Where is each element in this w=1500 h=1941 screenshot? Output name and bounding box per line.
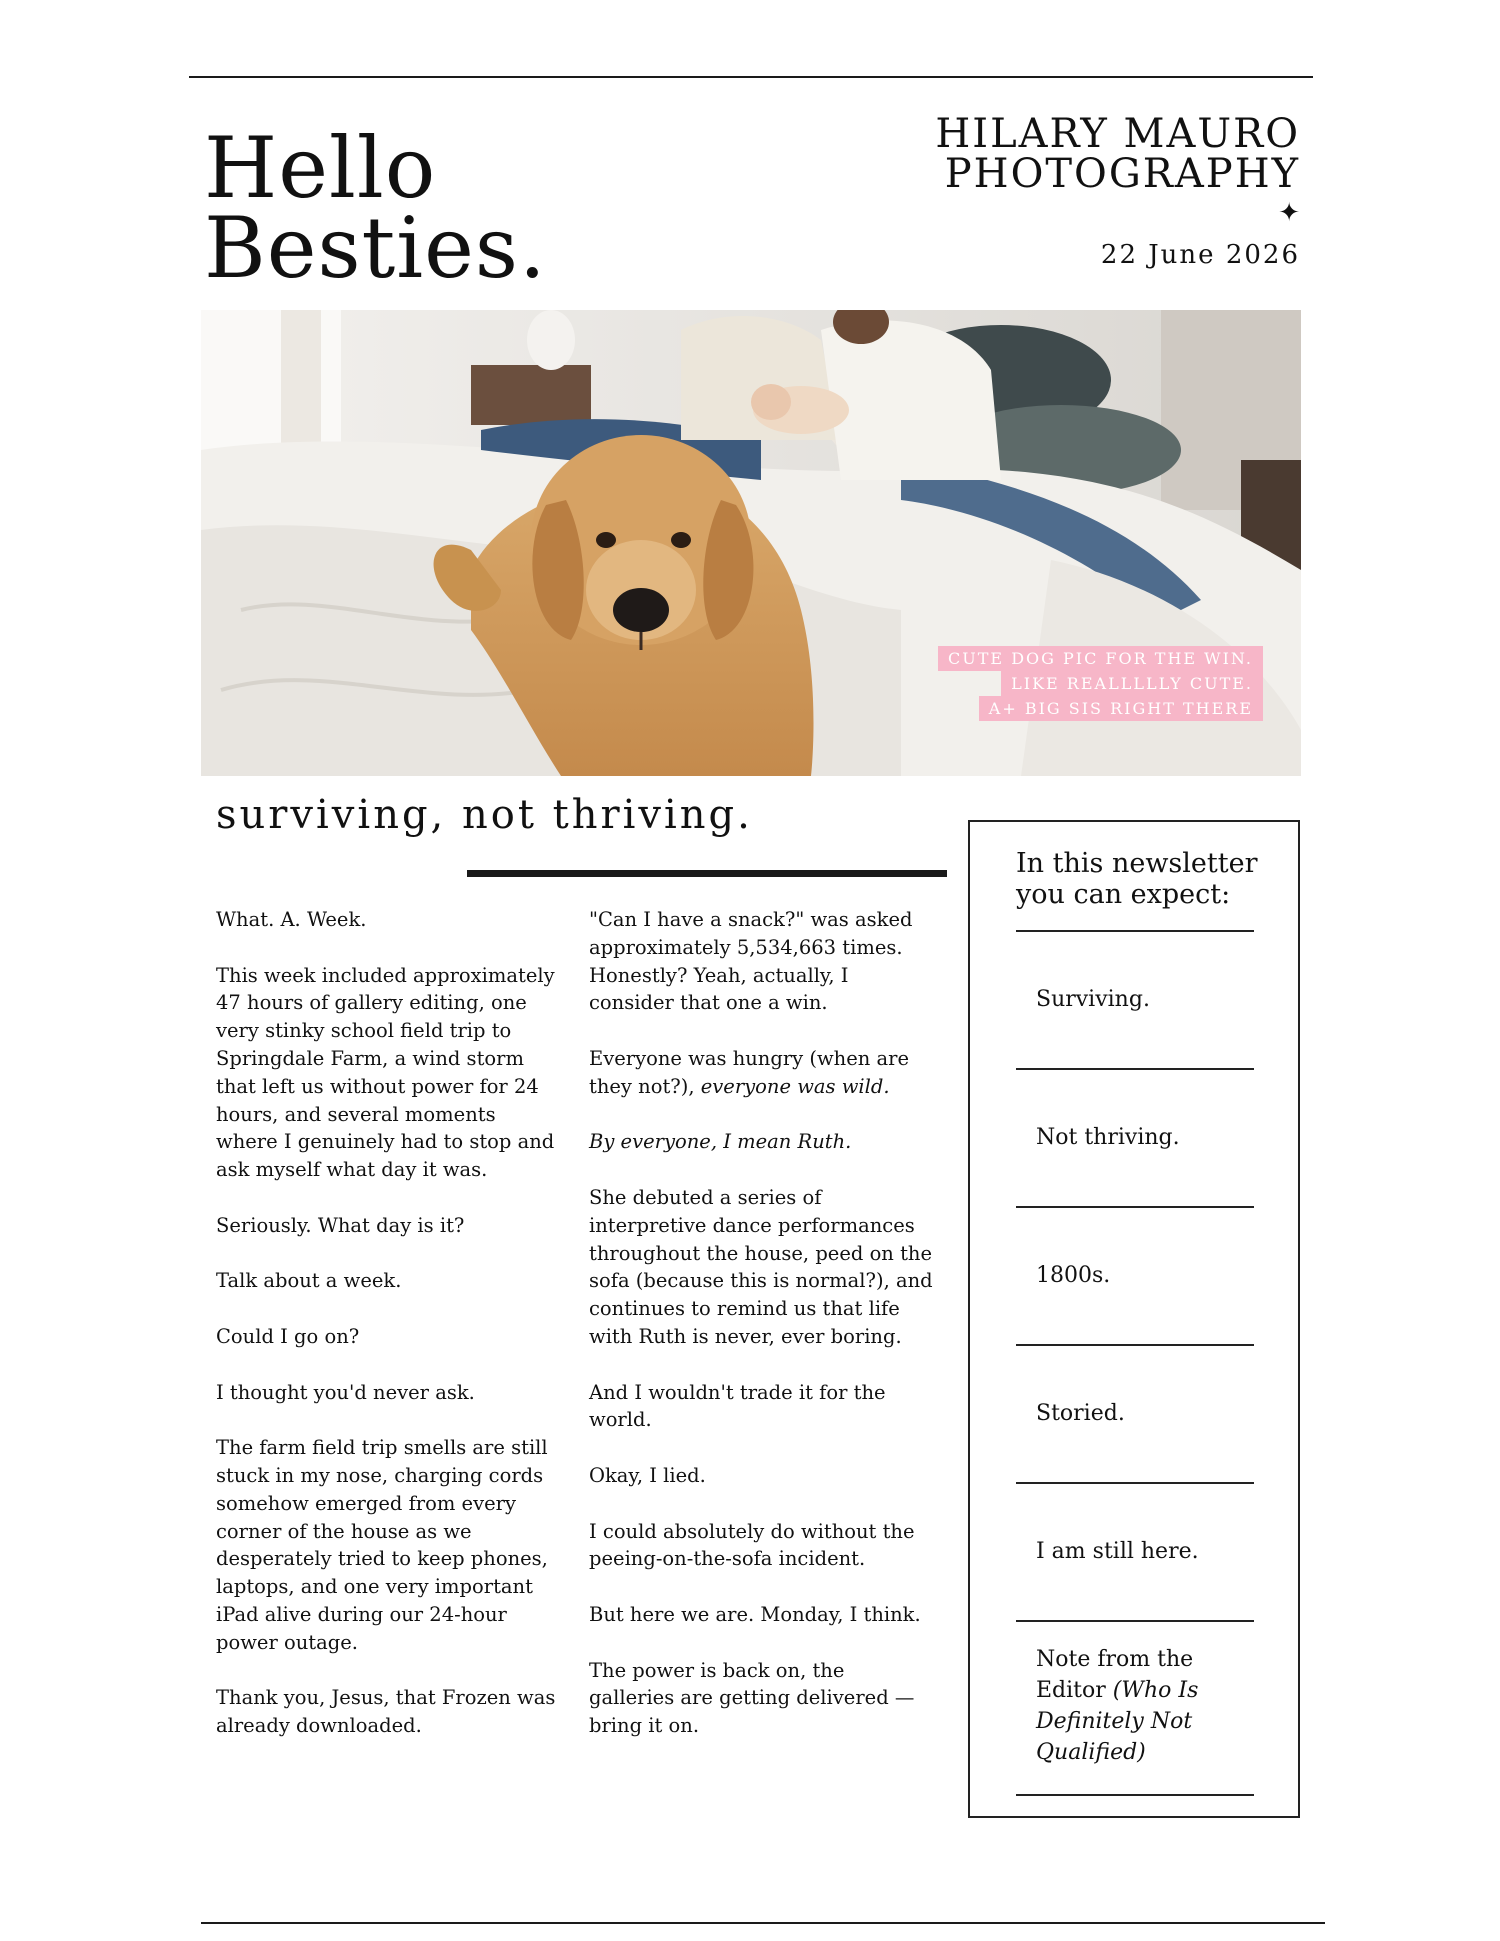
paragraph: And I wouldn't trade it for the world. [589,1380,886,1432]
caption-line-2: LIKE REALLLLLY CUTE. [1001,671,1263,696]
contents-divider [1016,1794,1254,1796]
contents-item: 1800s. [1036,1263,1111,1288]
paragraph [589,1128,934,1156]
brand-name [935,111,1300,197]
contents-divider [1016,930,1254,932]
paragraph: But here we are. Monday, I think. [589,1602,921,1626]
paragraph: Thank you, Jesus, that Frozen was already downloaded. [216,1686,556,1738]
bottom-rule [201,1922,1325,1924]
paragraph: This week included approximately 47 hours of gallery editing, one very stinky school field trip to Springdale Farm, a wind storm that left us without power for 24 hours, and several moments where I genuinely had to stop and ask myself what day it was. [216,963,555,1182]
article-headline: surviving, not thriving. [216,792,753,838]
greeting-line-1: Hello [204,119,437,217]
greeting-line-2: Besties. [204,199,547,297]
contents-divider [1016,1482,1254,1484]
contents-title-line-2: you can expect: [1016,879,1231,910]
editor-note-text: Note from the Editor [1036,1647,1194,1703]
paragraph: I thought you'd never ask. [216,1380,475,1404]
paragraph: Could I go on? [216,1324,360,1348]
paragraph-emphasis: By everyone, I mean Ruth. [589,1130,852,1154]
paragraph: Okay, I lied. [589,1463,706,1487]
caption-line-1: CUTE DOG PIC FOR THE WIN. [938,646,1263,671]
contents-divider [1016,1206,1254,1208]
contents-title [1016,848,1257,910]
contents-item-editor-note [1036,1644,1216,1768]
photo-caption [938,646,1263,721]
paragraph [589,1045,934,1101]
paragraph-emphasis: everyone was wild. [700,1074,890,1098]
contents-item: I am still here. [1036,1539,1199,1564]
newsletter-contents-box [968,820,1300,1818]
greeting-title [204,119,547,297]
four-point-star-icon: ✦ [1278,198,1300,228]
contents-divider [1016,1344,1254,1346]
article-column-2 [589,906,934,1768]
contents-item: Storied. [1036,1401,1125,1426]
paragraph: The power is back on, the galleries are getting delivered — bring it on. [589,1658,915,1738]
paragraph: Talk about a week. [216,1269,402,1293]
headline-underline [467,870,947,877]
editor-note-emphasis: (Who Is Definitely Not Qualified) [1036,1678,1199,1765]
paragraph: What. A. Week. [216,908,367,931]
article-column-1 [216,906,561,1768]
contents-divider [1016,1620,1254,1622]
top-rule [189,76,1313,78]
caption-line-3: A+ BIG SIS RIGHT THERE [979,696,1263,721]
paragraph: I could absolutely do without the peeing-on-the-sofa incident. [589,1519,915,1571]
hero-photo [201,310,1301,776]
contents-divider [1016,1068,1254,1070]
contents-item: Not thriving. [1036,1125,1180,1150]
paragraph: Seriously. What day is it? [216,1213,465,1237]
contents-item: Surviving. [1036,987,1150,1012]
paragraph-text: Everyone was hungry (when are they not?), [589,1046,910,1098]
brand-line-2: PHOTOGRAPHY [944,151,1300,197]
brand-line-1: HILARY MAURO [935,111,1300,157]
paragraph: "Can I have a snack?" was asked approximately 5,534,663 times. Honestly? Yeah, actually, I consider that one a win. [589,908,913,1015]
issue-date: 22 June 2026 [1100,240,1300,270]
paragraph: She debuted a series of interpretive dance performances throughout the house, peed on the sofa (because this is normal?), and continues to remind us that life with Ruth is never, ever boring. [589,1185,933,1348]
contents-title-line-1: In this newsletter [1016,848,1258,879]
paragraph: The farm field trip smells are still stuck in my nose, charging cords somehow emerged from every corner of the house as we desperately tried to keep phones, laptops, and one very important iPad alive during our 24-hour power outage. [216,1436,548,1654]
